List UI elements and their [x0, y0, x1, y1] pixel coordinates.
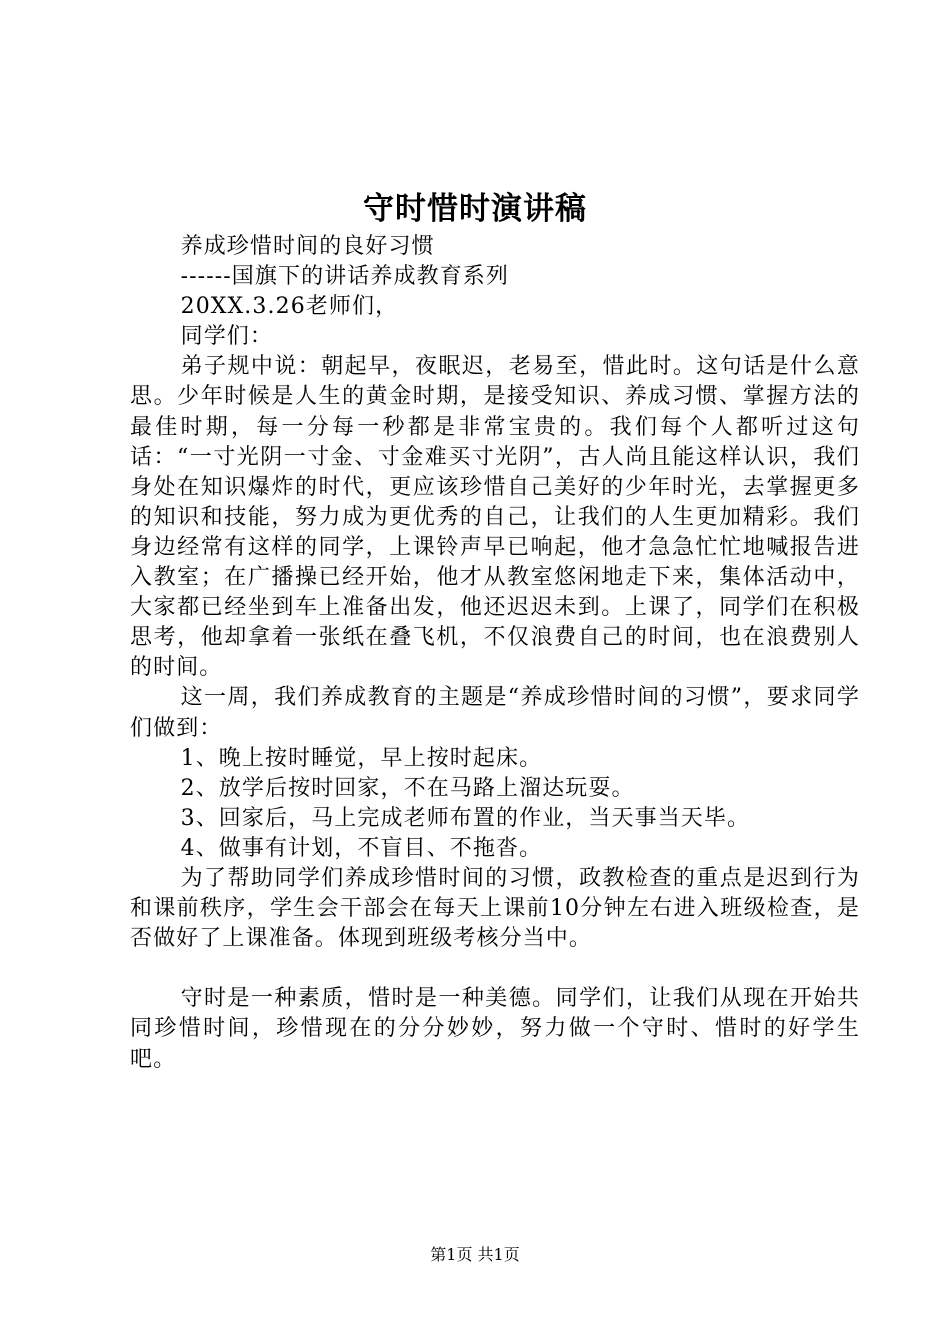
- list-item: 4、做事有计划，不盲目、不拖沓。: [180, 835, 543, 861]
- series-line: ------国旗下的讲话养成教育系列: [180, 264, 509, 290]
- document-body: [130, 232, 860, 1075]
- subtitle-line: 养成珍惜时间的良好习惯: [180, 234, 435, 259]
- body-paragraph: 弟子规中说：朝起早，夜眠迟，老易至，惜此时。这句话是什么意思。少年时候是人生的黄金时期，是接受知识、养成习惯、掌握方法的最佳时期，每一分每一秒都是非常宝贵的。我们每个人都听过这句话：“一寸光阴一寸金、寸金难买寸光阴”，古人尚且能这样认识，我们身处在知识爆炸的时代，更应该珍惜自己美好的少年时光，去掌握更多的知识和技能，努力成为更优秀的自己，让我们的人生更加精彩。我们身边经常有这样的同学，上课铃声早已响起，他才急急忙忙地喊报告进入教室；在广播操已经开始，他才从教室悠闲地走下来，集体活动中，大家都已经坐到车上准备出发，他还迟迟未到。上课了，同学们在积极思考，他却拿着一张纸在叠飞机，不仅浪费自己的时间，也在浪费别人的时间。: [130, 354, 860, 681]
- list-item: 2、放学后按时回家，不在马路上溜达玩耍。: [180, 775, 635, 801]
- body-paragraph: 这一周，我们养成教育的主题是“养成珍惜时间的习惯”，要求同学们做到：: [130, 685, 860, 741]
- document-title: 守时惜时演讲稿: [363, 191, 587, 227]
- greeting-line: 同学们：: [180, 324, 273, 350]
- closing-paragraph: 守时是一种素质，惜时是一种美德。同学们，让我们从现在开始共同珍惜时间，珍惜现在的分分妙妙，努力做一个守时、惜时的好学生吧。: [130, 986, 860, 1072]
- page-footer: 第1页 共1页: [430, 1245, 520, 1264]
- date-greeting-line: 20XX.3.26老师们，: [180, 294, 399, 320]
- list-item: 1、晚上按时睡觉，早上按时起床。: [180, 745, 543, 771]
- list-item: 3、回家后，马上完成老师布置的作业，当天事当天毕。: [180, 805, 751, 831]
- body-paragraph: 为了帮助同学们养成珍惜时间的习惯，政教检查的重点是迟到行为和课前秩序，学生会干部会在每天上课前10分钟左右进入班级检查，是否做好了上课准备。体现到班级考核分当中。: [130, 865, 860, 952]
- blank-line: [130, 954, 860, 984]
